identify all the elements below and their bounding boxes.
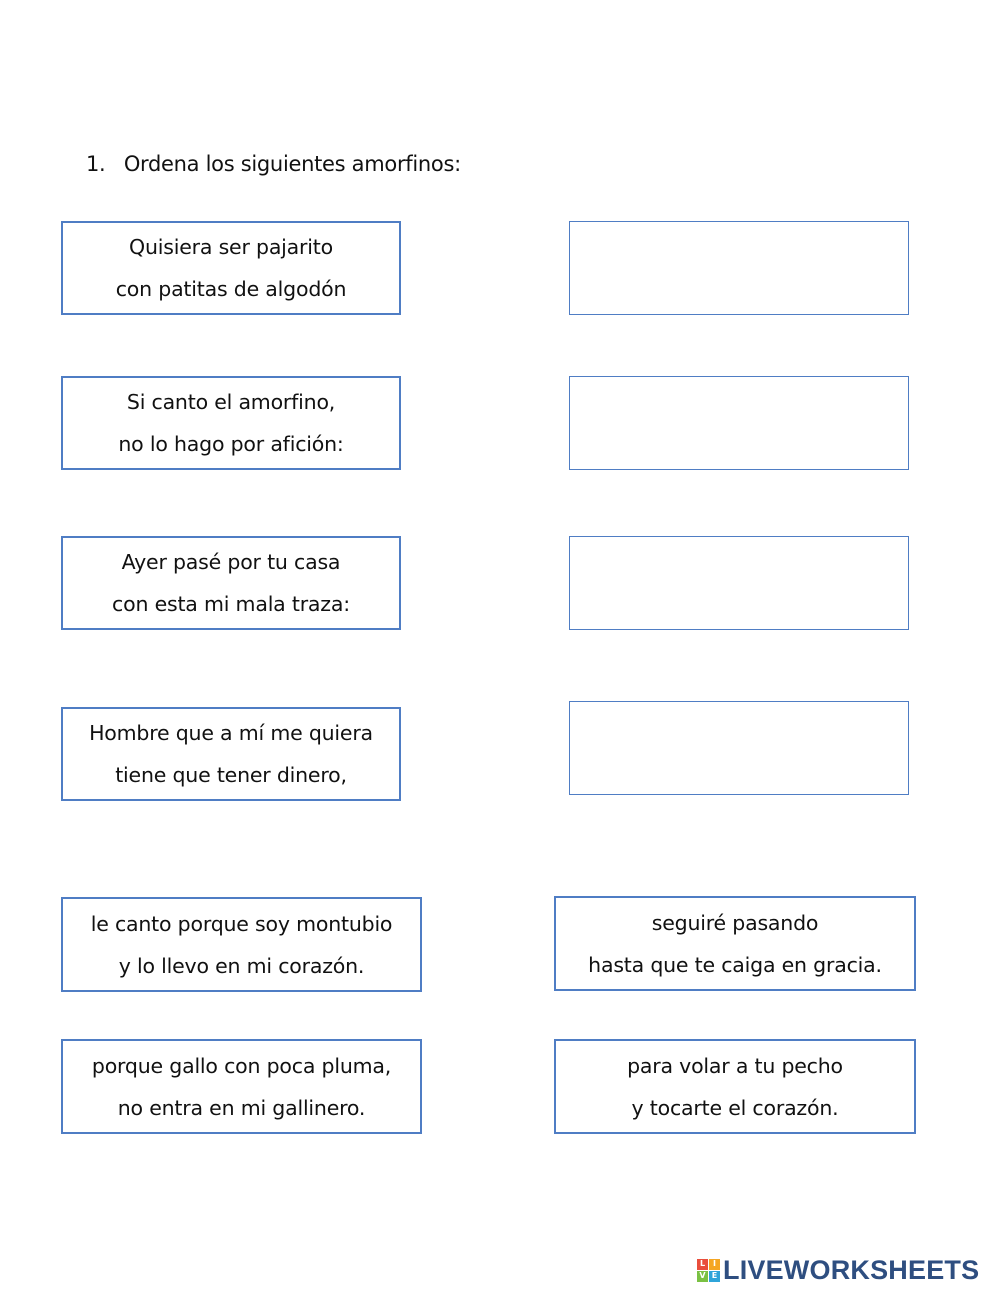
starter-box-3 (61, 536, 401, 630)
starter-box-4 (61, 707, 401, 801)
instruction-heading (86, 152, 461, 176)
answer-drop-box-2[interactable] (569, 376, 909, 470)
option-line-2: hasta que te caiga en gracia. (588, 952, 882, 977)
logo-mark-letter: V (697, 1271, 708, 1282)
starter-line-1: Si canto el amorfino, (126, 390, 336, 414)
option-line-1: le canto porque soy montubio (90, 911, 393, 936)
option-line-2: y tocarte el corazón. (631, 1095, 839, 1120)
starter-line-1: Ayer pasé por tu casa (121, 550, 341, 574)
logo-mark-letter: L (697, 1259, 708, 1270)
starter-line-2: no lo hago por afición: (118, 432, 344, 456)
draggable-option-3[interactable] (61, 1039, 422, 1134)
option-line-1: porque gallo con poca pluma, (91, 1053, 392, 1078)
starter-box-2 (61, 376, 401, 470)
instruction-text: Ordena los siguientes amorfinos: (123, 152, 461, 176)
logo-mark-icon (697, 1259, 720, 1282)
starter-line-2: tiene que tener dinero, (115, 763, 347, 787)
liveworksheets-logo (697, 1252, 979, 1288)
starter-line-2: con esta mi mala traza: (112, 592, 350, 616)
logo-mark-letter: I (709, 1259, 720, 1270)
option-line-1: seguiré pasando (651, 910, 819, 935)
starter-line-2: con patitas de algodón (115, 277, 347, 301)
draggable-option-2[interactable] (554, 896, 916, 991)
starter-line-1: Hombre que a mí me quiera (89, 721, 373, 745)
option-line-2: no entra en mi gallinero. (117, 1095, 366, 1120)
logo-text: LIVEWORKSHEETS (723, 1254, 980, 1285)
instruction-number: 1. (86, 152, 106, 176)
logo-mark-letter: E (709, 1271, 720, 1282)
draggable-option-4[interactable] (554, 1039, 916, 1134)
starter-line-1: Quisiera ser pajarito (129, 235, 333, 259)
answer-drop-box-4[interactable] (569, 701, 909, 795)
option-line-2: y lo llevo en mi corazón. (118, 953, 365, 978)
answer-drop-box-3[interactable] (569, 536, 909, 630)
answer-drop-box-1[interactable] (569, 221, 909, 315)
option-line-1: para volar a tu pecho (627, 1053, 843, 1078)
starter-box-1 (61, 221, 401, 315)
draggable-option-1[interactable] (61, 897, 422, 992)
